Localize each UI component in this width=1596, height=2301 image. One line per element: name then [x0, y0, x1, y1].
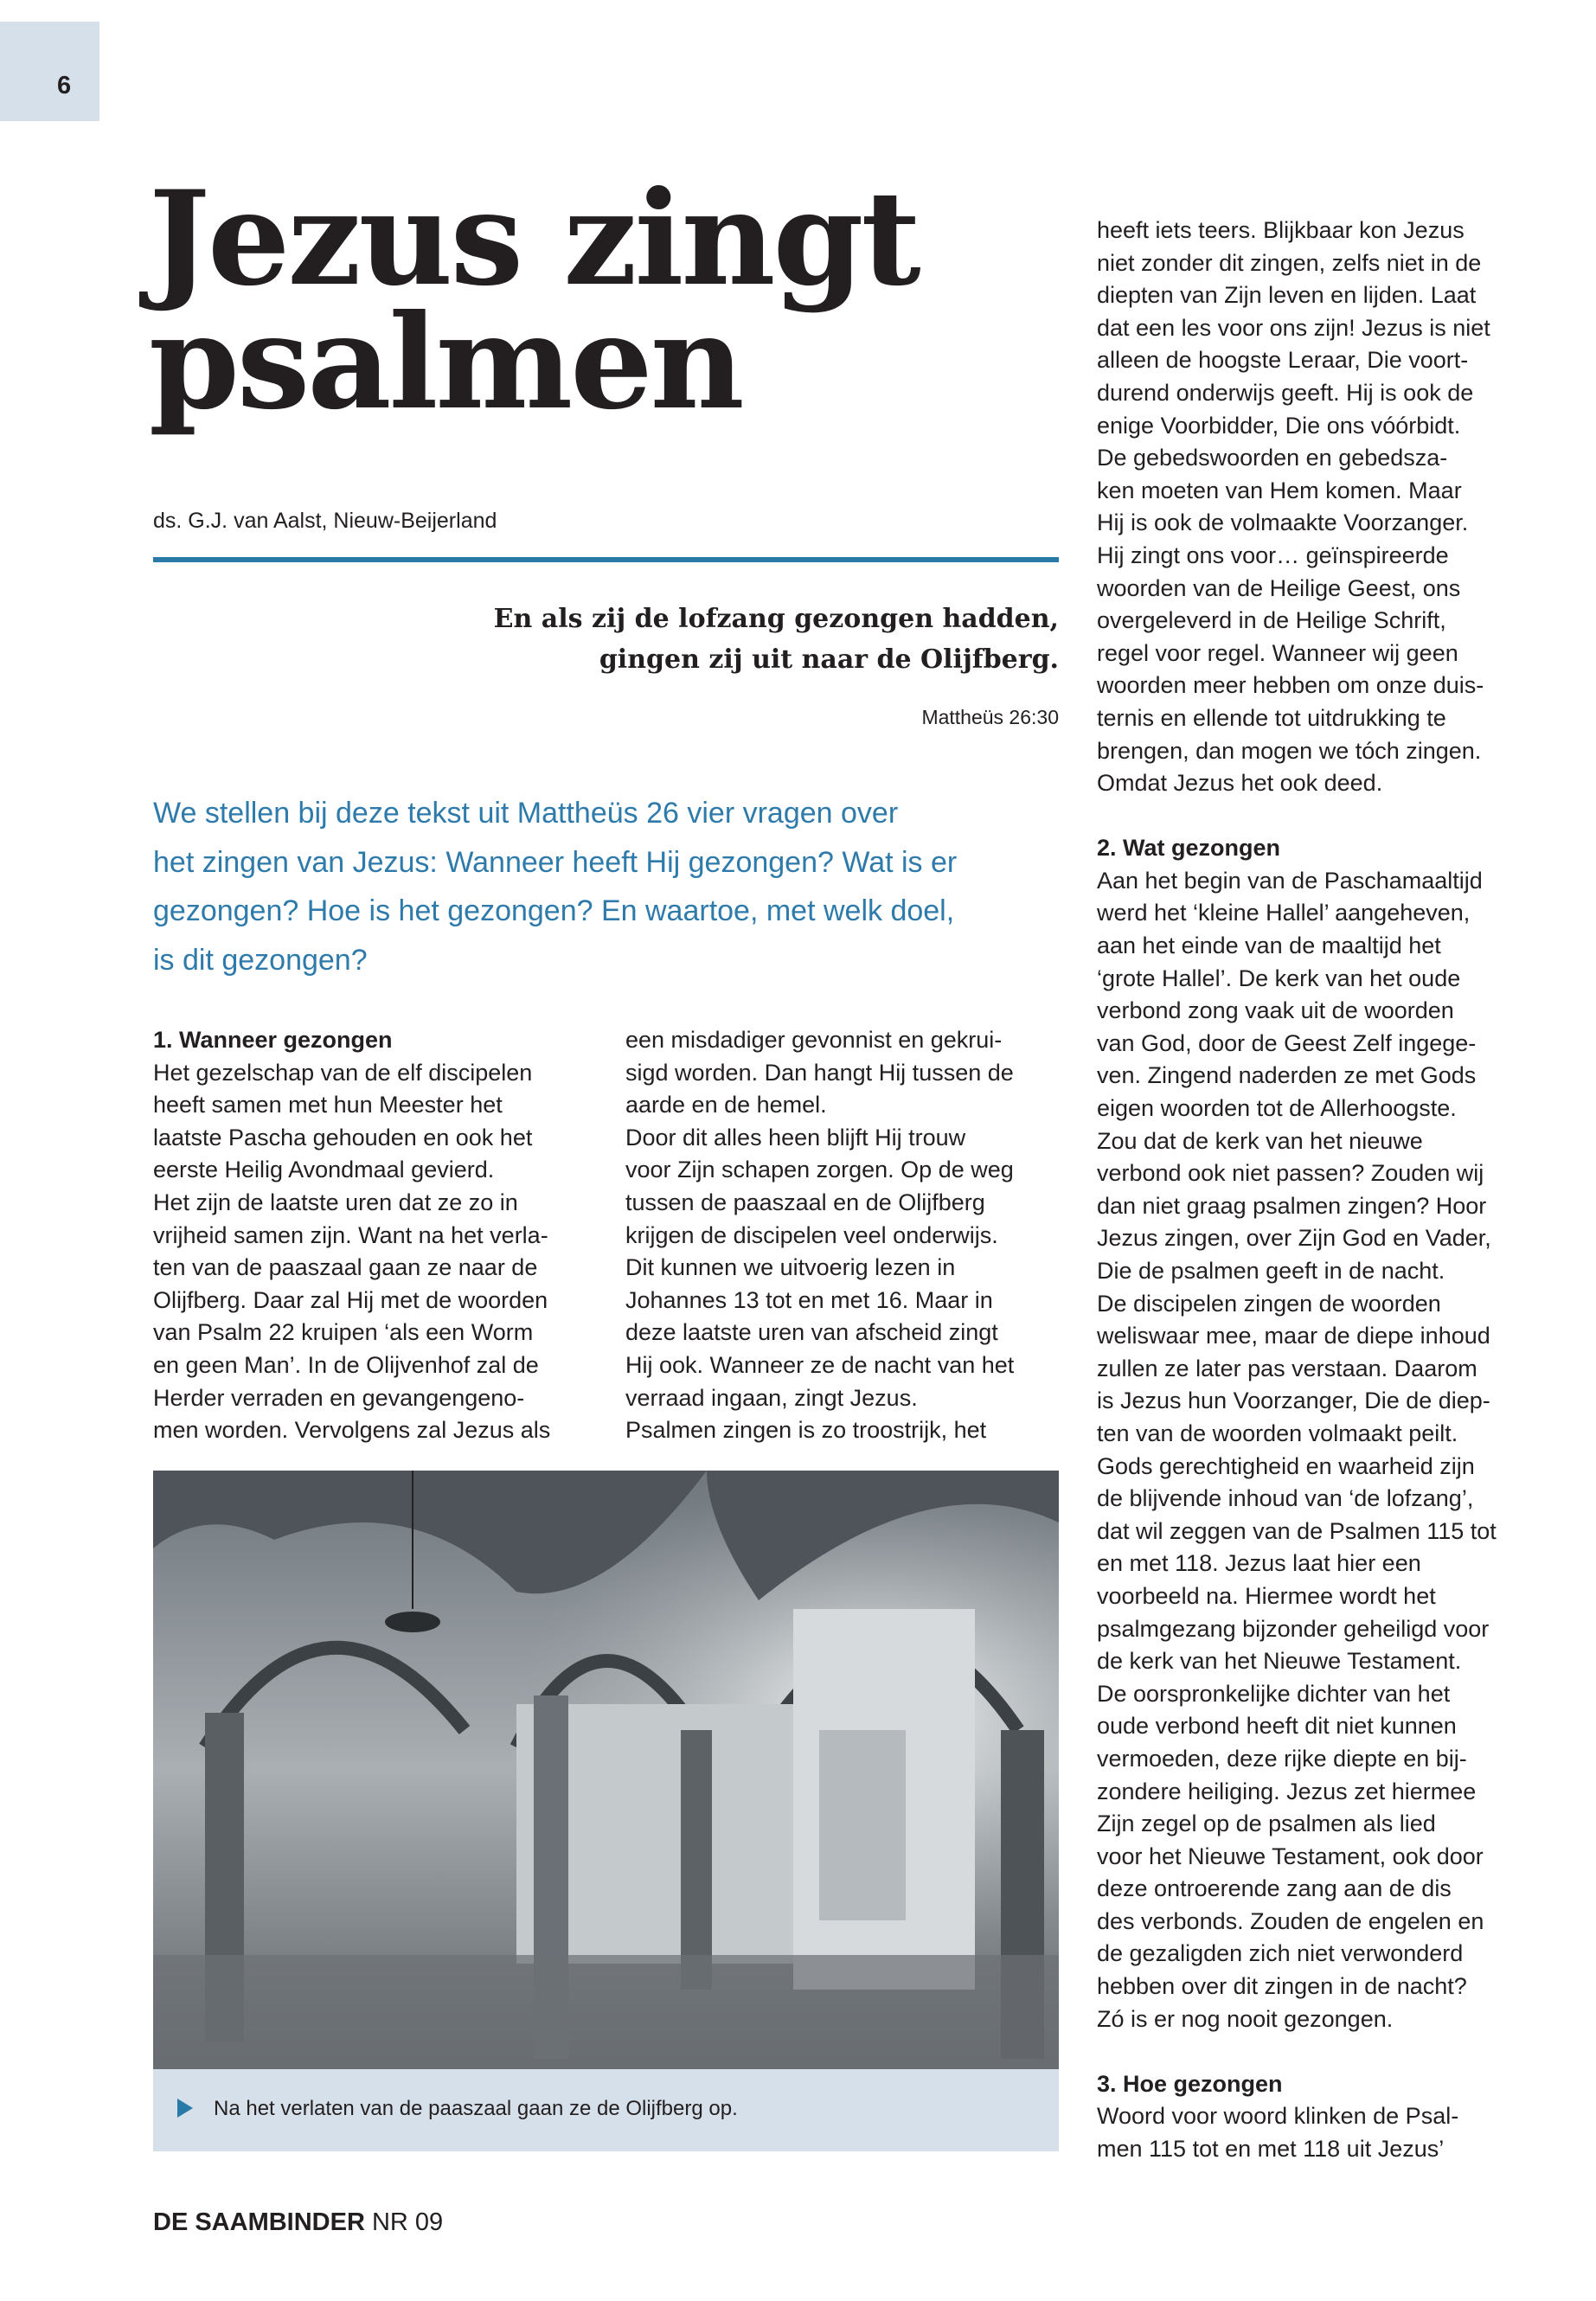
text-line: Die de psalmen geeft in de nacht. [1097, 1258, 1445, 1284]
text-line: enige Voorbidder, Die ons vóórbidt. [1097, 412, 1461, 439]
magazine-name: DE SAAMBINDER [153, 2208, 365, 2236]
footer-masthead [153, 2208, 443, 2237]
text-line: Door dit alles heen blijft Hij trouw [625, 1124, 966, 1150]
cenacle-hall-image [153, 1471, 1059, 2069]
text-line: verraad ingaan, zingt Jezus. [625, 1384, 918, 1411]
text-line: oude verbond heeft dit niet kunnen [1097, 1713, 1457, 1740]
text-line: Zó is er nog nooit gezongen. [1097, 2005, 1394, 2032]
text-line: De oorspronkelijke dichter van het [1097, 1680, 1451, 1707]
text-line: en geen Man’. In de Olijvenhof zal de [153, 1351, 539, 1378]
text-line: een misdadiger gevonnist en gekrui- [625, 1027, 1003, 1053]
text-line: verbond zong vaak uit de woorden [1097, 997, 1454, 1024]
page-number: 6 [57, 72, 72, 99]
column-2 [625, 1024, 1014, 1447]
text-line: dat een les voor ons zijn! Jezus is niet [1097, 314, 1490, 341]
text-line: Het zijn de laatste uren dat ze zo in [153, 1189, 518, 1215]
text-line: tussen de paaszaal en de Olijfberg [625, 1189, 985, 1215]
text-line: en met 118. Jezus laat hier een [1097, 1550, 1421, 1577]
column-3 [1097, 215, 1497, 2166]
text-line: heeft samen met hun Meester het [153, 1092, 503, 1118]
text-line: Gods gerechtigheid en waarheid zijn [1097, 1452, 1475, 1479]
paragraph-gap [1097, 2035, 1497, 2068]
column-1 [153, 1024, 550, 1447]
text-line: werd het ‘kleine Hallel’ aangeheven, [1097, 900, 1471, 926]
text-line: brengen, dan mogen we tóch zingen. [1097, 737, 1482, 764]
text-line: Aan het begin van de Paschamaaltijd [1097, 867, 1483, 894]
text-line: Woord voor woord klinken de Psal- [1097, 2103, 1459, 2130]
text-line: Johannes 13 tot en met 16. Maar in [625, 1286, 993, 1313]
quote-reference: Mattheüs 26:30 [921, 706, 1059, 728]
text-line: Hij zingt ons voor… geïnspireerde [1097, 542, 1449, 568]
quote-line: gingen zij uit naar de Olijfberg. [599, 644, 1059, 675]
text-line: overgeleverd in de Heilige Schrift, [1097, 607, 1446, 634]
text-line: laatste Pascha gehouden en ook het [153, 1124, 533, 1150]
title-line: Jezus zingt [149, 163, 919, 315]
text-line: vrijheid samen zijn. Want na het verla- [153, 1221, 548, 1248]
text-line: ten van de woorden volmaakt peilt. [1097, 1420, 1458, 1446]
text-line: ven. Zingend naderden ze met Gods [1097, 1062, 1477, 1089]
text-line: deze ontroerende zang aan de dis [1097, 1875, 1452, 1902]
photo-caption: Na het verlaten van de paaszaal gaan ze de Olijfberg op. [214, 2097, 738, 2120]
text-line: psalmgezang bijzonder geheiligd voor [1097, 1615, 1490, 1642]
text-line: ken moeten van Hem komen. Maar [1097, 477, 1462, 503]
text-line: de kerk van het Nieuwe Testament. [1097, 1648, 1462, 1675]
text-line: durend onderwijs geeft. Hij is ook de [1097, 379, 1474, 406]
photo-caption-bar [153, 2069, 1059, 2151]
text-line: diepten van Zijn leven en lijden. Laat [1097, 282, 1477, 309]
text-line: voorbeeld na. Hiermee wordt het [1097, 1582, 1436, 1609]
article-photo [153, 1471, 1059, 2069]
section-heading: 3. Hoe gezongen [1097, 2070, 1283, 2097]
text-line: dan niet graag psalmen zingen? Hoor [1097, 1192, 1487, 1219]
text-line: Olijfberg. Daar zal Hij met de woorden [153, 1286, 548, 1313]
text-line: heeft iets teers. Blijkbaar kon Jezus [1097, 217, 1465, 243]
text-line: Jezus zingen, over Zijn God en Vader, [1097, 1225, 1491, 1252]
intro-line: We stellen bij deze tekst uit Mattheüs 26 vier vragen over [153, 797, 899, 830]
text-line: hebben over dit zingen in de nacht? [1097, 1973, 1467, 2000]
intro-line: is dit gezongen? [153, 943, 368, 977]
section-heading: 2. Wat gezongen [1097, 835, 1281, 862]
text-line: ternis en ellende tot uitdrukking te [1097, 704, 1446, 731]
scripture-quote [494, 599, 1059, 680]
text-line: deze laatste uren van afscheid zingt [625, 1319, 998, 1346]
text-line: woorden meer hebben om onze duis- [1097, 672, 1484, 699]
divider-rule [153, 557, 1059, 562]
text-line: alleen de hoogste Leraar, Die voort- [1097, 347, 1469, 374]
text-line: is Jezus hun Voorzanger, Die de diep- [1097, 1388, 1490, 1414]
quote-line: En als zij de lofzang gezongen hadden, [493, 604, 1059, 634]
text-line: vermoeden, deze rijke diepte en bij- [1097, 1745, 1467, 1772]
text-line: van God, door de Geest Zelf ingege- [1097, 1029, 1477, 1056]
text-line: des verbonds. Zouden de engelen en [1097, 1907, 1484, 1934]
intro-paragraph [153, 789, 1070, 984]
title-line: psalmen [149, 286, 742, 439]
text-line: de gezaligden zich niet verwonderd [1097, 1940, 1464, 1967]
text-line: van Psalm 22 kruipen ‘als een Worm [153, 1319, 534, 1346]
text-line: eerste Heilig Avondmaal gevierd. [153, 1157, 495, 1183]
page-number-tab [0, 22, 99, 121]
intro-line: gezongen? Hoe is het gezongen? En waartoe, met welk doel, [153, 894, 955, 927]
text-line: eigen woorden tot de Allerhoogste. [1097, 1095, 1457, 1122]
text-line: ‘grote Hallel’. De kerk van het oude [1097, 965, 1461, 991]
text-line: ten van de paaszaal gaan ze naar de [153, 1254, 538, 1281]
text-line: woorden van de Heilige Geest, ons [1097, 574, 1461, 601]
text-line: voor Zijn schapen zorgen. Op de weg [625, 1157, 1014, 1183]
text-line: De discipelen zingen de woorden [1097, 1290, 1441, 1317]
play-triangle-icon [177, 2099, 193, 2118]
text-line: de blijvende inhoud van ‘de lofzang’, [1097, 1485, 1474, 1512]
text-line: Zou dat de kerk van het nieuwe [1097, 1127, 1423, 1154]
author-byline: ds. G.J. van Aalst, Nieuw-Beijerland [153, 509, 497, 533]
text-line: sigd worden. Dan hangt Hij tussen de [625, 1059, 1014, 1086]
text-line: Hij is ook de volmaakte Voorzanger. [1097, 510, 1469, 536]
text-line: Psalmen zingen is zo troostrijk, het [625, 1417, 987, 1444]
section-heading: 1. Wanneer gezongen [153, 1027, 393, 1053]
article-title [149, 163, 919, 439]
text-line: regel voor regel. Wanneer wij geen [1097, 639, 1458, 666]
text-line: men 115 tot en met 118 uit Jezus’ [1097, 2136, 1445, 2163]
text-line: Zijn zegel op de psalmen als lied [1097, 1811, 1436, 1837]
text-line: Herder verraden en gevangengeno- [153, 1384, 525, 1411]
text-line: zondere heiliging. Jezus zet hiermee [1097, 1778, 1477, 1804]
text-line: dat wil zeggen van de Psalmen 115 tot [1097, 1517, 1497, 1544]
text-line: Het gezelschap van de elf discipelen [153, 1059, 533, 1086]
text-line: aan het einde van de maaltijd het [1097, 933, 1441, 959]
text-line: De gebedswoorden en gebedsza- [1097, 445, 1448, 471]
text-line: niet zonder dit zingen, zelfs niet in de [1097, 249, 1482, 276]
text-line: krijgen de discipelen veel onderwijs. [625, 1221, 998, 1248]
text-line: Dit kunnen we uitvoerig lezen in [625, 1254, 956, 1281]
paragraph-gap [1097, 800, 1497, 833]
intro-line: het zingen van Jezus: Wanneer heeft Hij gezongen? Wat is er [153, 845, 958, 879]
issue-number: NR 09 [371, 2208, 444, 2236]
text-line: weliswaar mee, maar de diepe inhoud [1097, 1323, 1490, 1349]
text-line: verbond ook niet passen? Zouden wij [1097, 1160, 1484, 1187]
text-line: Omdat Jezus het ook deed. [1097, 770, 1383, 797]
text-line: aarde en de hemel. [625, 1092, 827, 1118]
text-line: men worden. Vervolgens zal Jezus als [153, 1417, 551, 1444]
text-line: voor het Nieuwe Testament, ook door [1097, 1843, 1484, 1869]
text-line: Hij ook. Wanneer ze de nacht van het [625, 1351, 1015, 1378]
text-line: zullen ze later pas verstaan. Daarom [1097, 1355, 1477, 1381]
